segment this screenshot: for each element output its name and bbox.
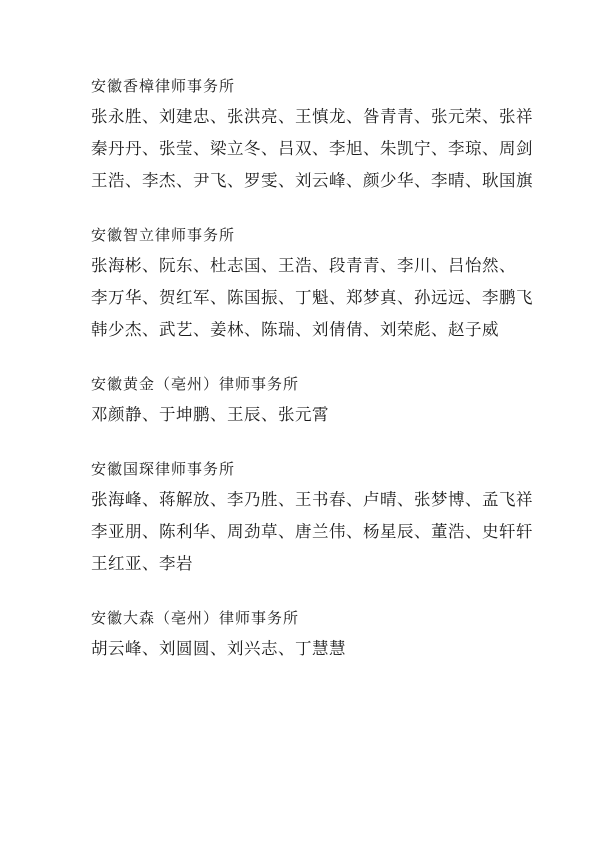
firm-name: 安徽国琛律师事务所 <box>91 460 236 478</box>
document-page <box>91 76 531 671</box>
names-line: 张海峰、蒋解放、李乃胜、王书春、卢晴、张梦博、孟飞祥 <box>91 490 533 509</box>
names-line: 韩少杰、武艺、姜林、陈瑞、刘倩倩、刘荣彪、赵子威 <box>91 320 499 339</box>
names-line: 王浩、李杰、尹飞、罗雯、刘云峰、颜少华、李晴、耿国旗 <box>91 171 533 190</box>
names-line: 王红亚、李岩 <box>91 554 193 573</box>
names-line: 李万华、贺红军、陈国振、丁魁、郑梦真、孙远远、李鹏飞 <box>91 288 533 307</box>
firm-name: 安徽智立律师事务所 <box>91 226 236 244</box>
names-line: 胡云峰、刘圆圆、刘兴志、丁慧慧 <box>91 639 346 658</box>
firm-name: 安徽香樟律师事务所 <box>91 77 236 95</box>
firm-section-zhili <box>91 225 531 340</box>
names-line: 张永胜、刘建忠、张洪亮、王慎龙、昝青青、张元荣、张祥 <box>91 107 533 126</box>
section-gap <box>91 586 531 608</box>
names-line: 李亚朋、陈利华、周劲草、唐兰伟、杨星辰、董浩、史轩轩 <box>91 522 533 541</box>
section-gap <box>91 437 531 459</box>
section-gap <box>91 352 531 374</box>
names-line: 张海彬、阮东、杜志国、王浩、段青青、李川、吕怡然、 <box>91 256 516 275</box>
names-line: 秦丹丹、张莹、梁立冬、吕双、李旭、朱凯宁、李琼、周剑 <box>91 139 533 158</box>
firm-name: 安徽黄金（亳州）律师事务所 <box>91 375 300 393</box>
firm-name: 安徽大森（亳州）律师事务所 <box>91 609 300 627</box>
section-gap <box>91 203 531 225</box>
firm-section-xiangzhang <box>91 76 531 191</box>
firm-section-dasen <box>91 608 531 659</box>
names-line: 邓颜静、于坤鹏、王辰、张元霄 <box>91 405 329 424</box>
firm-section-huangjin <box>91 374 531 425</box>
firm-section-guochen <box>91 459 531 574</box>
